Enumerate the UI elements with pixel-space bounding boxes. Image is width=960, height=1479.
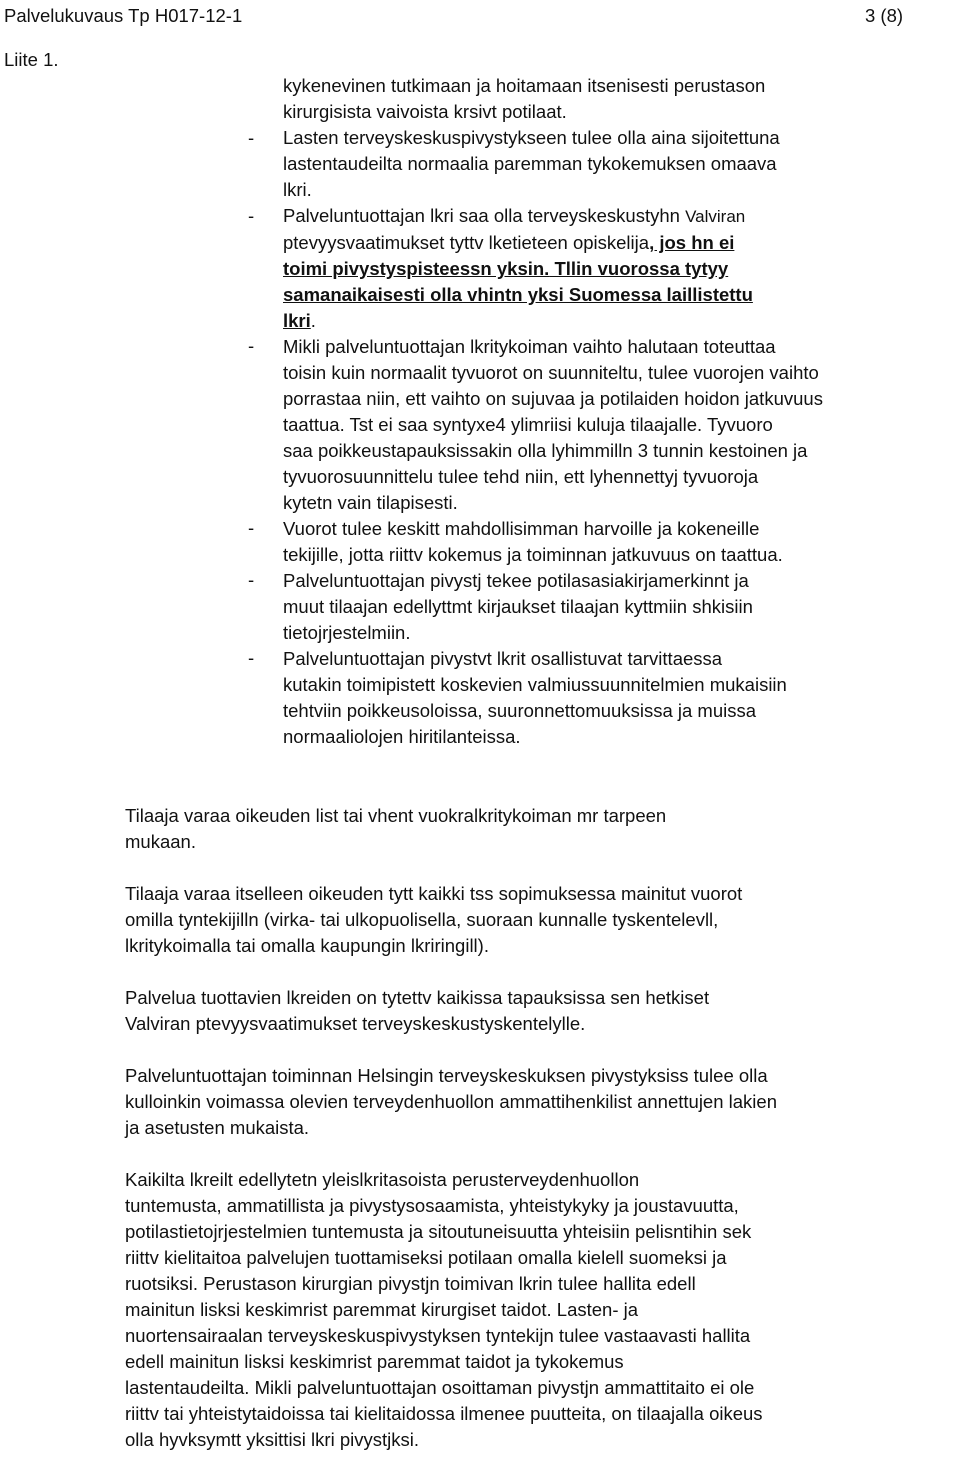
list-dash: - — [248, 335, 255, 356]
list-item: Lasten terveyskeskuspivystykseen tulee olla aina sijoitettuna lastentaudeilta normaalia paremman tykokemuksen omaava lkri. — [283, 127, 780, 200]
document-title: Palvelukuvaus Tp H017-12-1 — [4, 5, 243, 26]
list-item: Palveluntuottajan pivystj tekee potilasasiakirjamerkinnt ja muut tilaajan edellyttmt kirjaukset tilaajan kyttmiin shkisiin tietojrjestelmiin. — [283, 570, 753, 643]
paragraph: Tilaaja varaa oikeuden list tai vhent vuokralkritykoiman mr tarpeen mukaan. — [125, 805, 667, 852]
list-item: Palveluntuottajan pivystvt lkrit osallistuvat tarvittaessa kutakin toimipistett koskevien valmiussuunnitelmien mukaisiin tehtviin poikkeusoloissa, suuronnettomuuksissa ja muissa normaaliolojen hiritilanteissa. — [283, 648, 787, 747]
list-item: Mikli palveluntuottajan lkritykoiman vaihto halutaan toteuttaa toisin kuin normaalit tyvuorot on suunniteltu, tulee vuorojen vaihto porrastaa niin, ett vaihto on sujuvaa ja potilaiden hoidon jatkuvuus taattua. Tst ei saa syntyxe4 ylimriisi kuluja tilaajalle. Tyvuoro saa poikkeustapauksissakin olla lyhimmilln 3 tunnin kestoinen ja tyvuorosuunnittelu tulee tehd niin, ett lyhennettyj tyvuoroja kytetn vain tilapisesti. — [283, 336, 823, 513]
list-dash: - — [248, 205, 255, 226]
appendix-label: Liite 1. — [4, 49, 59, 70]
list-item: kykenevinen tutkimaan ja hoitamaan itsenisesti perustason kirurgisista vaivoista krsivt potilaat. — [283, 75, 766, 122]
list-dash: - — [248, 127, 255, 148]
paragraph: Palvelua tuottavien lkreiden on tytettv kaikissa tapauksissa sen hetkiset Valviran ptevyysvaatimukset terveyskeskustyskentelylle. — [125, 987, 710, 1034]
list-dash: - — [248, 517, 255, 538]
requirements-list — [283, 73, 955, 750]
list-item: Palveluntuottajan lkri saa olla terveyskeskustyhn Valviran ptevyysvaatimukset tyttv lketieteen opiskelija, jos hn ei toimi pivystyspisteessn yksin. Tllin vuorossa tytyy samanaikaisesti olla vhintn yksi Suomessa laillistettu lkri. — [283, 205, 753, 331]
body-text — [125, 803, 955, 1479]
paragraph: Tilaaja varaa itselleen oikeuden tytt kaikki tss sopimuksessa mainitut vuorot omilla tyntekijilln (virka- tai ulkopuolisella, suoraan kunnalle tyskentelevll, lkritykoimalla tai omalla kaupungin lkriringill). — [125, 883, 743, 956]
list-dash: - — [248, 569, 255, 590]
list-dash: - — [248, 647, 255, 668]
page-number: 3 (8) — [865, 5, 904, 26]
paragraph: Palveluntuottajan toiminnan Helsingin terveyskeskuksen pivystyksiss tulee olla kulloinkin voimassa olevien terveydenhuollon ammattihenkilist annettujen lakien ja asetusten mukaista. — [125, 1065, 777, 1138]
paragraph: Kaikilta lkreilt edellytetn yleislkritasoista perusterveydenhuollon tuntemusta, ammatillista ja pivystysosaamista, yhteistykyky ja joustavuutta, potilastietojrjestelmien tuntemusta ja sitoutuneisuutta yhteisiin pelisntihin sek riittv kielitaitoa palvelujen tuottamiseksi potilaan omalla kielell suomeksi ja ruotsiksi. Perustason kirurgian pivystjn toimivan lkrin tulee hallita edell mainitun lisksi keskimrist paremmat kirurgiset taidot. Lasten- ja nuortensairaalan terveyskeskuspivystyksen tyntekijn tulee vastaavasti hallita edell mainitun lisksi keskimrist paremmat taidot ja tykokemus lastentaudeilta. Mikli palveluntuottajan osoittaman pivystjn ammattitaito ei ole riittv tai yhteistytaidoissa tai kielitaidossa ilmenee puutteita, on tilaajalla oikeus olla hyvksymtt yksittisi lkri pivystjksi. — [125, 1169, 763, 1450]
list-item: Vuorot tulee keskitt mahdollisimman harvoille ja kokeneille tekijille, jotta riittv kokemus ja toiminnan jatkuvuus on taattua. — [283, 518, 783, 565]
